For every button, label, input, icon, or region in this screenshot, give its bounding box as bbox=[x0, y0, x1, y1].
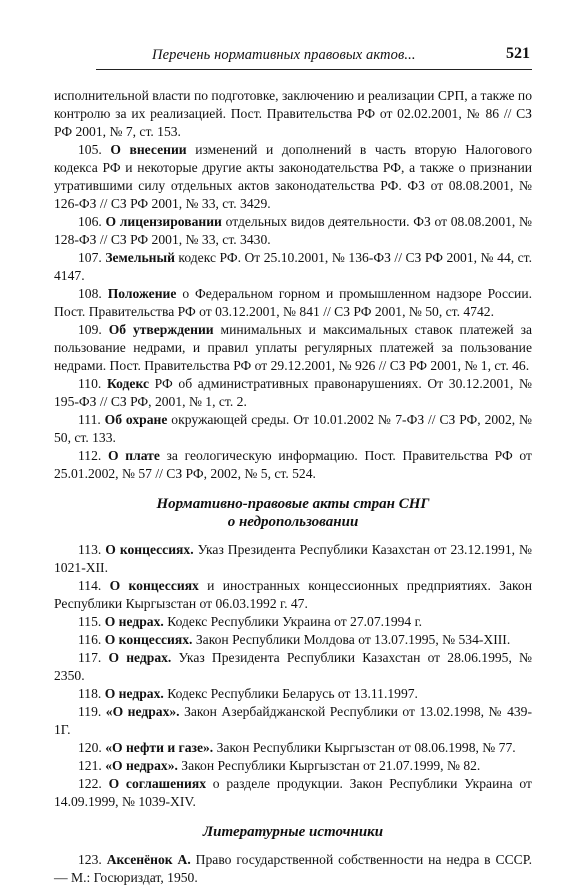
item-title: Земельный bbox=[105, 250, 175, 265]
item-number: 105. bbox=[78, 142, 102, 157]
item-number: 111. bbox=[78, 412, 101, 427]
item-number: 106. bbox=[78, 214, 102, 229]
item-title: Аксенёнок А. bbox=[106, 852, 191, 867]
section-heading-line: Нормативно-правовые акты стран СНГ bbox=[156, 496, 430, 512]
item-text: и иностранных концессионных предприятиях. Закон Республики Кыргызстан от 06.03.1992 г. 47. bbox=[54, 578, 532, 611]
item-title: Об охране bbox=[104, 412, 168, 427]
item-title: О недрах. bbox=[108, 650, 172, 665]
item-title: «О недрах». bbox=[105, 704, 180, 719]
item-title: О концессиях. bbox=[105, 542, 194, 557]
item-title: «О нефти и газе». bbox=[105, 740, 214, 755]
item-title: Об утверждении bbox=[108, 322, 214, 337]
item-title: О недрах. bbox=[104, 614, 164, 629]
list-item bbox=[54, 631, 532, 649]
list-item bbox=[54, 213, 532, 249]
item-text: о Федеральном горном и промышленном надзоре России. Пост. Правительства РФ от 03.12.2001, № 841 // СЗ РФ 2001, № 50, ст. 4742. bbox=[54, 286, 532, 319]
list-item bbox=[54, 739, 532, 757]
list-item bbox=[54, 685, 532, 703]
item-number: 121. bbox=[78, 758, 102, 773]
item-title: О плате bbox=[107, 448, 160, 463]
item-list-russia bbox=[54, 141, 532, 483]
item-number: 113. bbox=[78, 542, 102, 557]
list-item bbox=[54, 447, 532, 483]
item-title: Положение bbox=[107, 286, 177, 301]
item-text: РФ об административных правонарушениях. От 30.12.2001, № 195-ФЗ // СЗ РФ, 2001, № 1, ст. 2. bbox=[54, 376, 532, 409]
list-item bbox=[54, 757, 532, 775]
item-title: О внесении bbox=[110, 142, 187, 157]
item-list-cis bbox=[54, 541, 532, 811]
item-number: 108. bbox=[78, 286, 102, 301]
item-text: Закон Азербайджанской Республики от 13.02.1998, № 439-1Г. bbox=[54, 704, 532, 737]
item-number: 118. bbox=[78, 686, 102, 701]
item-number: 119. bbox=[78, 704, 102, 719]
intro-paragraph: исполнительной власти по подготовке, заключению и реализации СРП, а также по контролю за их реализацией. Пост. Правительства РФ от 02.02.2001, № 86 // СЗ РФ 2001, № 7, ст. 153. bbox=[54, 88, 532, 139]
list-item bbox=[54, 613, 532, 631]
item-text: Кодекс Республики Беларусь от 13.11.1997. bbox=[163, 686, 418, 701]
item-number: 110. bbox=[78, 376, 102, 391]
item-title: Кодекс bbox=[106, 376, 149, 391]
list-item bbox=[54, 775, 532, 811]
section-heading-literature bbox=[54, 823, 532, 841]
list-item bbox=[54, 249, 532, 285]
list-item bbox=[54, 285, 532, 321]
item-text: Закон Республики Кыргызстан от 08.06.1998, № 77. bbox=[213, 740, 516, 755]
item-text: отдельных видов деятельности. ФЗ от 08.08.2001, № 128-ФЗ // СЗ РФ 2001, № 33, ст. 3430. bbox=[54, 214, 533, 247]
header-rule bbox=[96, 69, 532, 70]
list-item bbox=[54, 141, 532, 213]
item-list-literature bbox=[54, 851, 532, 887]
item-number: 123. bbox=[78, 852, 102, 867]
item-text: Право государственной собственности на недра в СССР. — М.: Госюриздат, 1950. bbox=[54, 852, 532, 885]
item-number: 116. bbox=[78, 632, 102, 647]
item-text: Кодекс Республики Украина от 27.07.1994 г. bbox=[163, 614, 423, 629]
item-text: о разделе продукции. Закон Республики Украина от 14.09.1999, № 1039-XIV. bbox=[54, 776, 532, 809]
item-number: 107. bbox=[78, 250, 102, 265]
list-item bbox=[54, 851, 532, 887]
list-item bbox=[54, 541, 532, 577]
list-item bbox=[54, 321, 532, 375]
item-title: О концессиях. bbox=[104, 632, 193, 647]
item-number: 112. bbox=[78, 448, 102, 463]
item-title: О лицензировании bbox=[105, 214, 222, 229]
item-text: Указ Президента Республики Казахстан от 28.06.1995, № 2350. bbox=[54, 650, 532, 683]
item-number: 114. bbox=[78, 578, 102, 593]
item-title: О недрах. bbox=[104, 686, 164, 701]
running-header bbox=[96, 44, 532, 70]
item-text: кодекс РФ. От 25.10.2001, № 136-ФЗ // СЗ РФ 2001, № 44, ст. 4147. bbox=[54, 250, 532, 283]
item-title: «О недрах». bbox=[105, 758, 178, 773]
section-heading-line: Литературные источники bbox=[202, 824, 384, 840]
list-item bbox=[54, 411, 532, 447]
item-number: 117. bbox=[78, 650, 102, 665]
item-text: за геологическую информацию. Пост. Правительства РФ от 25.01.2002, № 57 // СЗ РФ, 2002, № 5, ст. 524. bbox=[54, 448, 532, 481]
item-text: минимальных и максимальных ставок платежей за пользование недрами, и правил уплаты регулярных платежей за пользование недрами. Пост. Правительства РФ от 29.12.2001, № 926 // СЗ РФ 2001, № 1, ст. 46. bbox=[54, 322, 532, 373]
section-heading-cis bbox=[54, 495, 532, 531]
page-number: 521 bbox=[506, 45, 530, 62]
list-item bbox=[54, 375, 532, 411]
list-item bbox=[54, 703, 532, 739]
item-text: Указ Президента Республики Казахстан от 23.12.1991, № 1021-XII. bbox=[54, 542, 532, 575]
page-body bbox=[54, 87, 532, 887]
item-text: Закон Республики Молдова от 13.07.1995, № 534-XIII. bbox=[192, 632, 511, 647]
item-title: О концессиях bbox=[109, 578, 199, 593]
item-text: изменений и дополнений в часть вторую Налогового кодекса РФ и некоторые другие акты законодательства РФ, а также о признании утратившими силу отдельных актов законодательства РФ. ФЗ от 08.08.2001, № 126-ФЗ // СЗ РФ 2001, № 33, ст. 3429. bbox=[54, 142, 533, 211]
list-item bbox=[54, 577, 532, 613]
item-number: 115. bbox=[78, 614, 102, 629]
section-heading-line: о недропользовании bbox=[227, 514, 359, 530]
item-title: О соглашениях bbox=[108, 776, 206, 791]
item-number: 120. bbox=[78, 740, 102, 755]
item-text: Закон Республики Кыргызстан от 21.07.1999, № 82. bbox=[177, 758, 481, 773]
running-title: Перечень нормативных правовых актов... bbox=[152, 47, 416, 63]
item-text: окружающей среды. От 10.01.2002 № 7-ФЗ // СЗ РФ, 2002, № 50, ст. 133. bbox=[54, 412, 533, 445]
list-item bbox=[54, 649, 532, 685]
item-number: 122. bbox=[78, 776, 102, 791]
item-number: 109. bbox=[78, 322, 102, 337]
